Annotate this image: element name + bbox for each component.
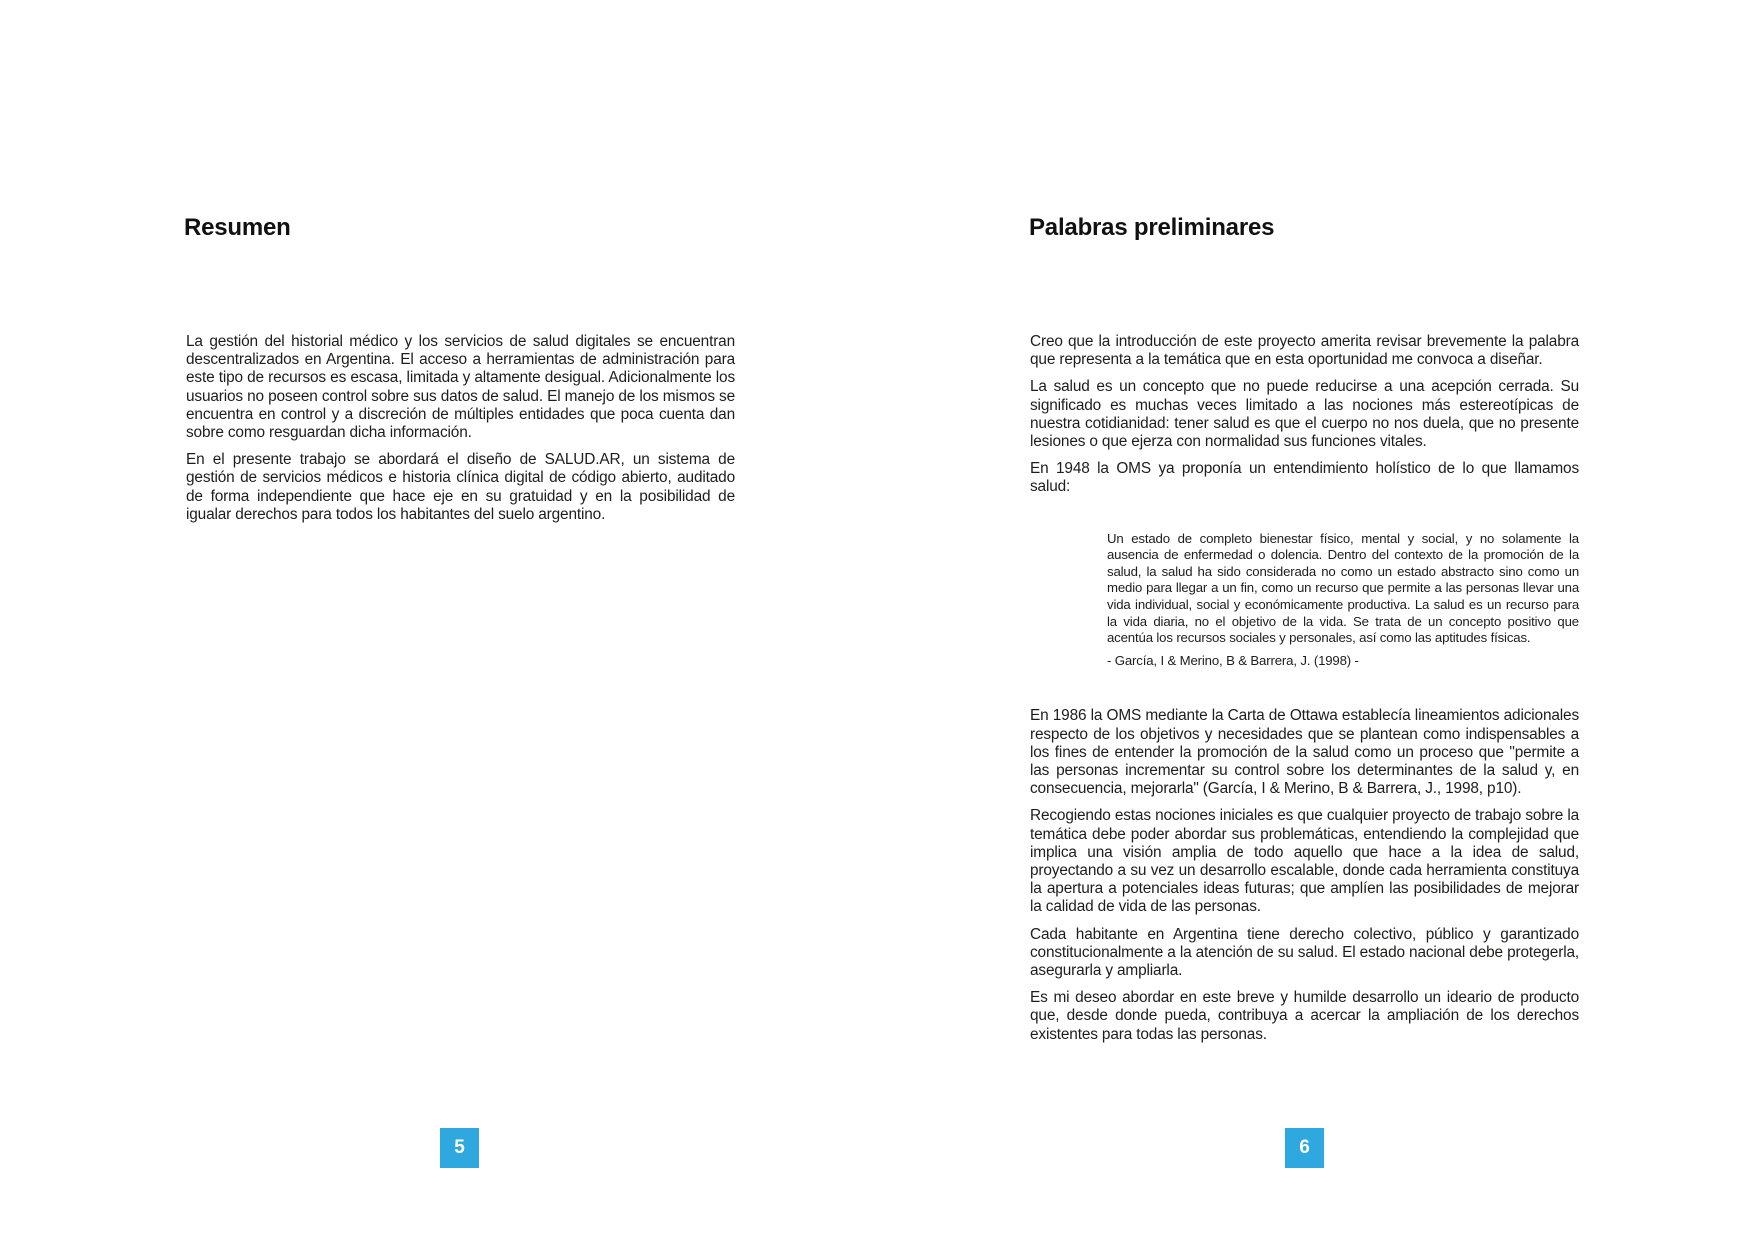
- page-number-badge: 6: [1285, 1128, 1324, 1168]
- page-number-badge: 5: [440, 1128, 479, 1168]
- paragraph: En 1948 la OMS ya proponía un entendimiento holístico de lo que llamamos salud:: [1030, 460, 1579, 496]
- quote-citation: - García, I & Merino, B & Barrera, J. (1998) -: [1107, 652, 1359, 668]
- preliminares-body: [1030, 333, 1579, 1053]
- paragraph: La gestión del historial médico y los servicios de salud digitales se encuentran descentralizados en Argentina. El acceso a herramientas de administración para este tipo de recursos es escasa, limitada y altamente desigual. Adicionalmente los usuarios no poseen control sobre sus datos de salud. El manejo de los mismos se encuentra en control y a discreción de múltiples entidades que poca cuenta dan sobre como resguardan dicha información.: [186, 333, 735, 442]
- resumen-body: [186, 333, 735, 533]
- left-page: [0, 0, 877, 1240]
- paragraph: Recogiendo estas nociones iniciales es que cualquier proyecto de trabajo sobre la temática debe poder abordar sus problemáticas, entendiendo la complejidad que implica una visión amplia de todo aquello que hace a la idea de salud, proyectando a su vez un desarrollo escalable, donde cada herramienta constituya la apertura a potenciales ideas futuras; que amplíen las posibilidades de mejorar la calidad de vida de las personas.: [1030, 807, 1579, 916]
- block-quote: [1107, 531, 1579, 670]
- page-title-palabras-preliminares: Palabras preliminares: [1029, 214, 1275, 241]
- paragraph: Es mi deseo abordar en este breve y humilde desarrollo un ideario de producto que, desde donde pueda, contribuya a acercar la ampliación de los derechos existentes para todas las personas.: [1030, 989, 1579, 1043]
- page-title-resumen: Resumen: [184, 214, 291, 241]
- paragraph: Creo que la introducción de este proyecto amerita revisar brevemente la palabra que representa a la temática que en esta oportunidad me convoca a diseñar.: [1030, 333, 1579, 369]
- paragraph: En el presente trabajo se abordará el diseño de SALUD.AR, un sistema de gestión de servicios médicos e historia clínica digital de código abierto, auditado de forma independiente que hace eje en su gratuidad y en la posibilidad de igualar derechos para todos los habitantes del suelo argentino.: [186, 451, 735, 523]
- paragraph: En 1986 la OMS mediante la Carta de Ottawa establecía lineamientos adicionales respecto de los objetivos y necesidades que se plantean como indispensables a los fines de entender la promoción de la salud como un proceso que "permite a las personas incrementar su control sobre los determinantes de la salud y, en consecuencia, mejorarla" (García, I & Merino, B & Barrera, J., 1998, p10).: [1030, 707, 1579, 798]
- paragraph: Cada habitante en Argentina tiene derecho colectivo, público y garantizado constitucionalmente a la atención de su salud. El estado nacional debe protegerla, asegurarla y ampliarla.: [1030, 925, 1579, 980]
- paragraph: La salud es un concepto que no puede reducirse a una acepción cerrada. Su significado es muchas veces limitado a las nociones más estereotípicas de nuestra cotidianidad: tener salud es que el cuerpo no nos duela, que no presente lesiones o que ejerza con normalidad sus funciones vitales.: [1030, 378, 1579, 451]
- quote-text: Un estado de completo bienestar físico, mental y social, y no solamente la ausencia de enfermedad o dolencia. Dentro del contexto de la promoción de la salud, la salud ha sido considerada no como un estado abstracto sino como un medio para llegar a un fin, como un recurso que permite a las personas llevar una vida individual, social y económicamente productiva. La salud es un recurso para la vida diaria, no el objetivo de la vida. Se trata de un concepto positivo que acentúa los recursos sociales y personales, así como las aptitudes físicas.: [1107, 530, 1579, 646]
- right-page: [877, 0, 1755, 1240]
